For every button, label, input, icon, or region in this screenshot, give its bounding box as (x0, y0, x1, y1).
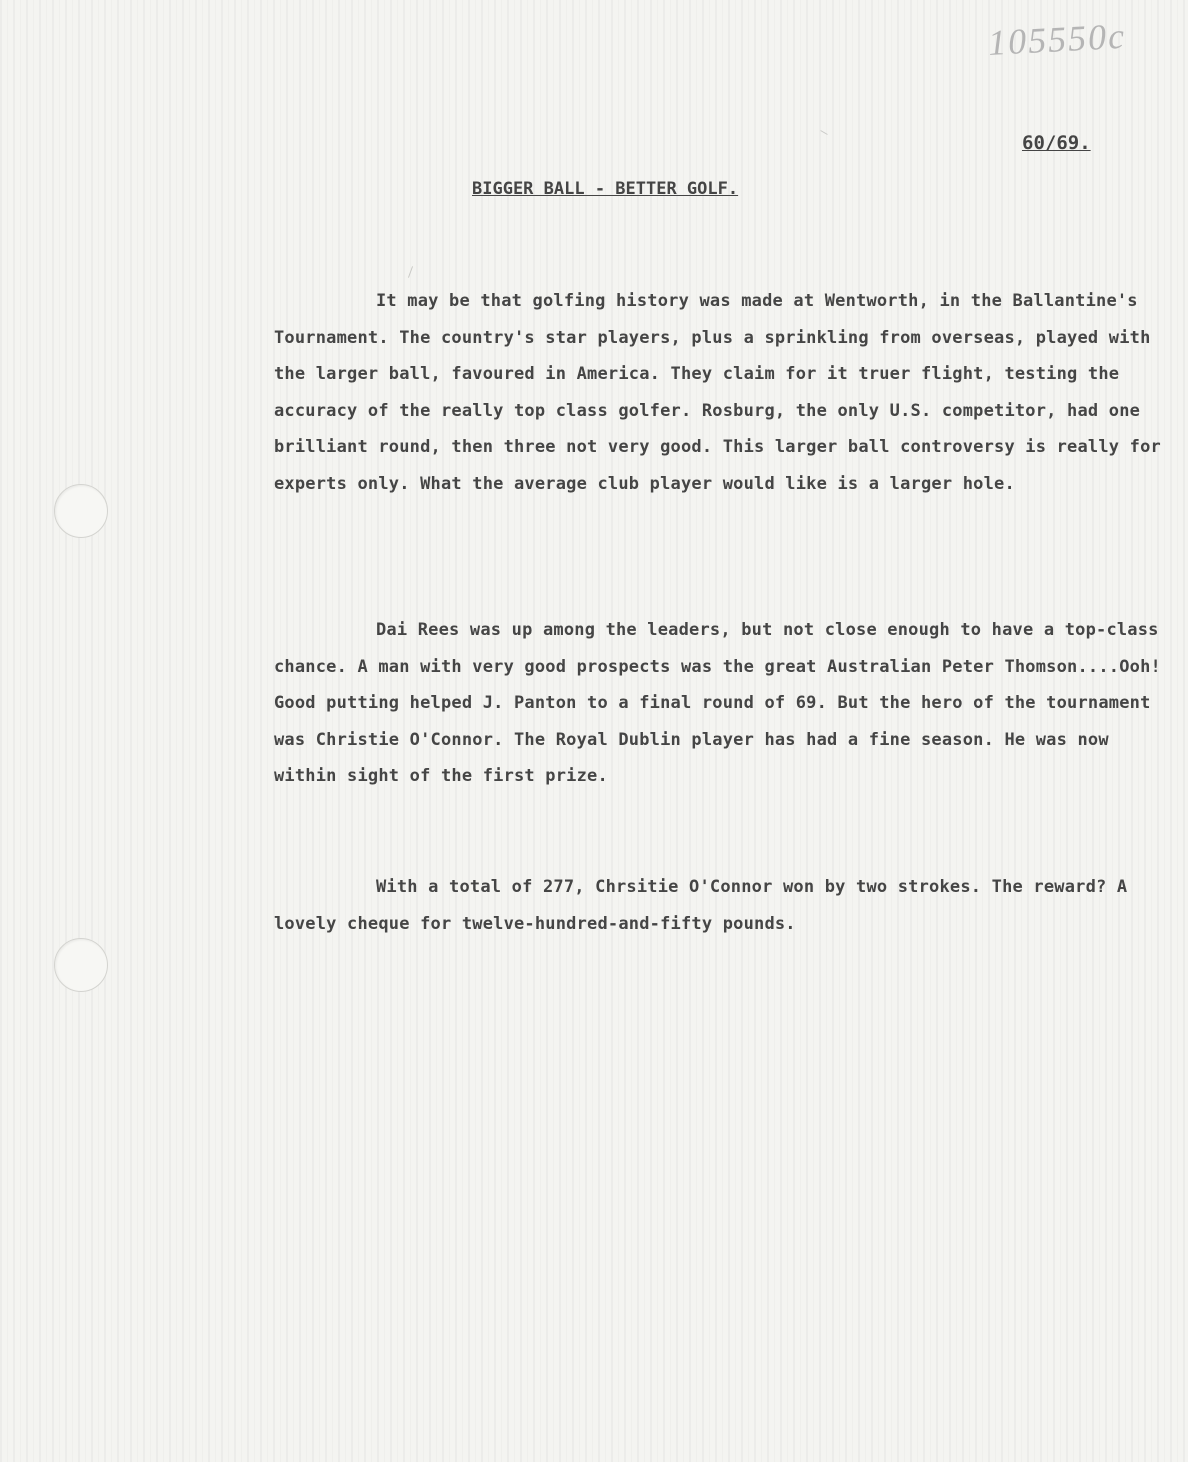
document-title: BIGGER BALL - BETTER GOLF. (472, 179, 739, 199)
paragraph: Dai Rees was up among the leaders, but not close enough to have a top-class chance. A man with very good prospects was the great Australian Peter Thomson....Ooh! Good putting helped J. Panton to a final round of 69. But the hero of the tournament was Christie O'Connor. The Royal Dublin player has had a fine season. He was now within sight of the first prize. (274, 620, 1161, 786)
paragraph: It may be that golfing history was made at Wentworth, in the Ballantine's Tournament. The country's star players, plus a sprinkling from overseas, played with the larger ball, favoured in America. They claim for it truer flight, testing the accuracy of the really top class golfer. Rosburg, the only U.S. competitor, had one brilliant round, then three not very good. This larger ball controversy is really for experts only. What the average club player would like is a larger hole. (274, 291, 1161, 494)
handwritten-stamp: 105550c (987, 15, 1127, 63)
paragraph: With a total of 277, Chrsitie O'Connor won by two strokes. The reward? A lovely cheque for twelve-hundred-and-fifty pounds. (274, 877, 1128, 934)
punch-hole (54, 938, 108, 992)
page-number: 60/69. (1022, 132, 1091, 154)
paper-speck (408, 266, 413, 278)
paper-speck (820, 130, 827, 135)
punch-hole (54, 484, 108, 538)
